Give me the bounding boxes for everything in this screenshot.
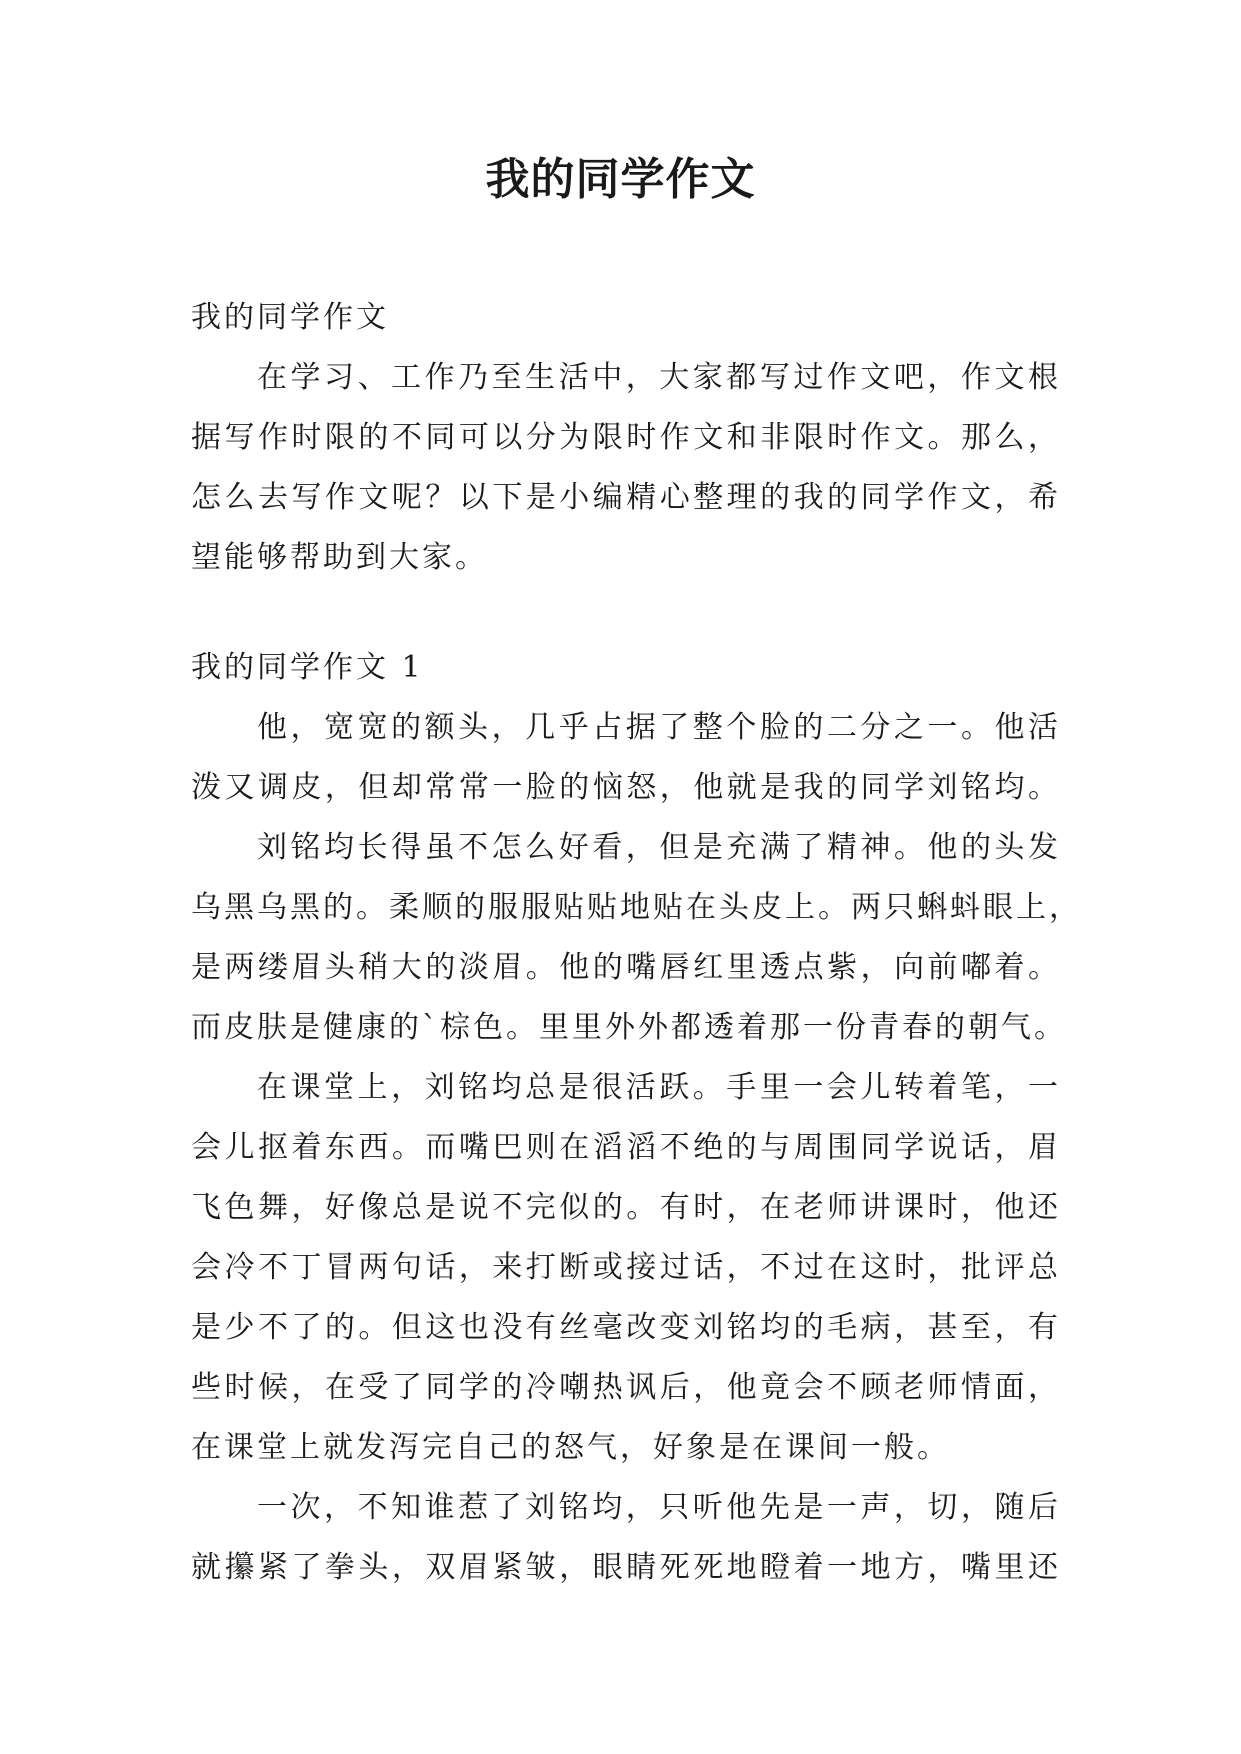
section-heading: 我的同学作文 1 [191, 650, 424, 685]
text-line: 乌黑乌黑的。柔顺的服服贴贴地贴在头皮上。两只蝌蚪眼上， [191, 890, 1082, 925]
paragraph [191, 818, 1082, 1058]
paragraph [191, 1058, 1061, 1478]
paragraph [191, 1478, 1061, 1598]
text-line: 在课堂上，刘铭均总是很活跃。手里一会儿转着笔，一 [257, 1070, 1061, 1105]
text-line: 一次，不知谁惹了刘铭均，只听他先是一声，切，随后 [257, 1490, 1061, 1525]
document-title: 我的同学作文 [485, 154, 756, 205]
text-line: 在课堂上就发泻完自己的怒气，好象是在课间一般。 [191, 1430, 950, 1465]
text-line: 怎么去写作文呢？以下是小编精心整理的我的同学作文，希 [191, 480, 1061, 515]
text-line: 泼又调皮，但却常常一脸的恼怒，他就是我的同学刘铭均。 [191, 770, 1061, 805]
subtitle: 我的同学作文 [191, 300, 389, 335]
text-line: 望能够帮助到大家。 [191, 540, 488, 575]
text-line: 些时候，在受了同学的冷嘲热讽后，他竟会不顾老师情面， [191, 1370, 1061, 1405]
text-line: 是少不了的。但这也没有丝毫改变刘铭均的毛病，甚至，有 [191, 1310, 1061, 1345]
text-line: 据写作时限的不同可以分为限时作文和非限时作文。那么， [191, 420, 1061, 455]
section-gap [191, 588, 1061, 638]
intro-paragraph [191, 348, 1061, 588]
text-line: 会冷不丁冒两句话，来打断或接过话，不过在这时，批评总 [191, 1250, 1061, 1285]
text-line: 而皮肤是健康的`棕色。里里外外都透着那一份青春的朝气。 [191, 1010, 1067, 1045]
text-line: 刘铭均长得虽不怎么好看，但是充满了精神。他的头发 [257, 830, 1061, 865]
text-line: 会儿抠着东西。而嘴巴则在滔滔不绝的与周围同学说话，眉 [191, 1130, 1061, 1165]
text-line: 他，宽宽的额头，几乎占据了整个脸的二分之一。他活 [257, 710, 1061, 745]
text-line: 飞色舞，好像总是说不完似的。有时，在老师讲课时，他还 [191, 1190, 1061, 1225]
document-body [191, 288, 1082, 1598]
text-line: 在学习、工作乃至生活中，大家都写过作文吧，作文根 [257, 360, 1061, 395]
paragraph [191, 698, 1061, 818]
text-line: 就攥紧了拳头，双眉紧皱，眼睛死死地瞪着一地方，嘴里还 [191, 1550, 1061, 1585]
text-line: 是两缕眉头稍大的淡眉。他的嘴唇红里透点紫，向前嘟着。 [191, 950, 1061, 985]
